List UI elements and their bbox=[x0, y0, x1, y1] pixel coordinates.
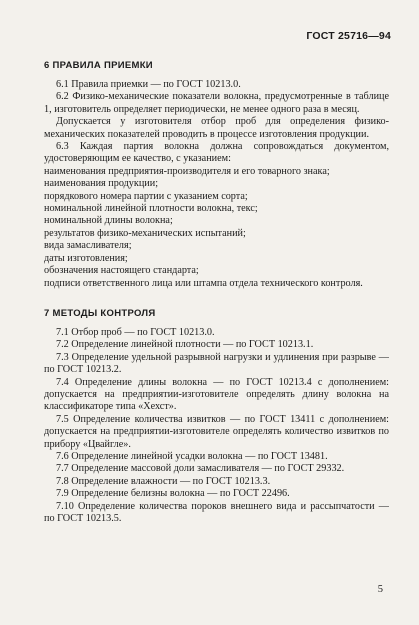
paragraph-7-10: 7.10 Определение количества пороков внешнего вида и рассыпчатости — по ГОСТ 10213.5. bbox=[44, 500, 389, 524]
paragraph-7-3: 7.3 Определение удельной разрывной нагрузки и удлинения при разрыве — по ГОСТ 10213.2. bbox=[44, 351, 389, 376]
paragraph-6-2-note: Допускается у изготовителя отбор проб для определения физико-механических показателей проводить в процессе изготовления продукции. bbox=[44, 116, 389, 140]
paragraph-6-3: 6.3 Каждая партия волокна должна сопровождаться документом, удостоверяющим ее качество, с указанием: bbox=[44, 141, 389, 165]
list-item: наименования предприятия-производителя и его товарного знака; bbox=[44, 165, 330, 177]
page-number: 5 bbox=[377, 584, 383, 595]
paragraph-6-2: 6.2 Физико-механические показатели волокна, предусмотренные в таблице 1, изготовитель определяет периодически, не менее одного раза в месяц. bbox=[44, 91, 389, 115]
paragraph-7-6: 7.6 Определение линейной усадки волокна — по ГОСТ 13481. bbox=[56, 450, 328, 462]
list-item: вида замасливателя; bbox=[44, 240, 132, 252]
list-item: наименования продукции; bbox=[44, 178, 159, 190]
list-item: номинальной линейной плотности волокна, текс; bbox=[44, 203, 258, 215]
document-code: ГОСТ 25716—94 bbox=[306, 30, 391, 42]
paragraph-7-7: 7.7 Определение массовой доли замасливателя — по ГОСТ 29332. bbox=[56, 463, 345, 475]
list-item: порядкового номера партии с указанием сорта; bbox=[44, 190, 248, 202]
paragraph-7-5: 7.5 Определение количества извитков — по ГОСТ 13411 с дополнением: допускается на предприятии-изготовителе определять количество извитков по прибору «Цвайгле». bbox=[44, 413, 389, 450]
paragraph-7-4: 7.4 Определение длины волокна — по ГОСТ 10213.4 с дополнением: допускается на предприятии-изготовителе определять длину волокна на классификаторе типа «Хехст». bbox=[44, 376, 389, 413]
paragraph-7-9: 7.9 Определение белизны волокна — по ГОСТ 22496. bbox=[56, 488, 290, 500]
section-6-title: 6 ПРАВИЛА ПРИЕМКИ bbox=[44, 60, 153, 71]
paragraph-7-8: 7.8 Определение влажности — по ГОСТ 10213.3. bbox=[56, 475, 271, 487]
section-7-title: 7 МЕТОДЫ КОНТРОЛЯ bbox=[44, 307, 156, 319]
list-item: результатов физико-механических испытаний; bbox=[44, 227, 246, 239]
list-item: номинальной длины волокна; bbox=[44, 215, 173, 227]
paragraph-7-2: 7.2 Определение линейной плотности — по ГОСТ 10213.1. bbox=[56, 339, 314, 351]
paragraph-6-3-signature: подписи ответственного лица или штампа отдела технического контроля. bbox=[44, 277, 363, 289]
list-item: даты изготовления; bbox=[44, 252, 128, 264]
paragraph-7-1: 7.1 Отбор проб — по ГОСТ 10213.0. bbox=[56, 326, 215, 338]
paragraph-6-1: 6.1 Правила приемки — по ГОСТ 10213.0. bbox=[56, 79, 241, 90]
document-body bbox=[44, 60, 389, 525]
list-item: обозначения настоящего стандарта; bbox=[44, 265, 199, 277]
